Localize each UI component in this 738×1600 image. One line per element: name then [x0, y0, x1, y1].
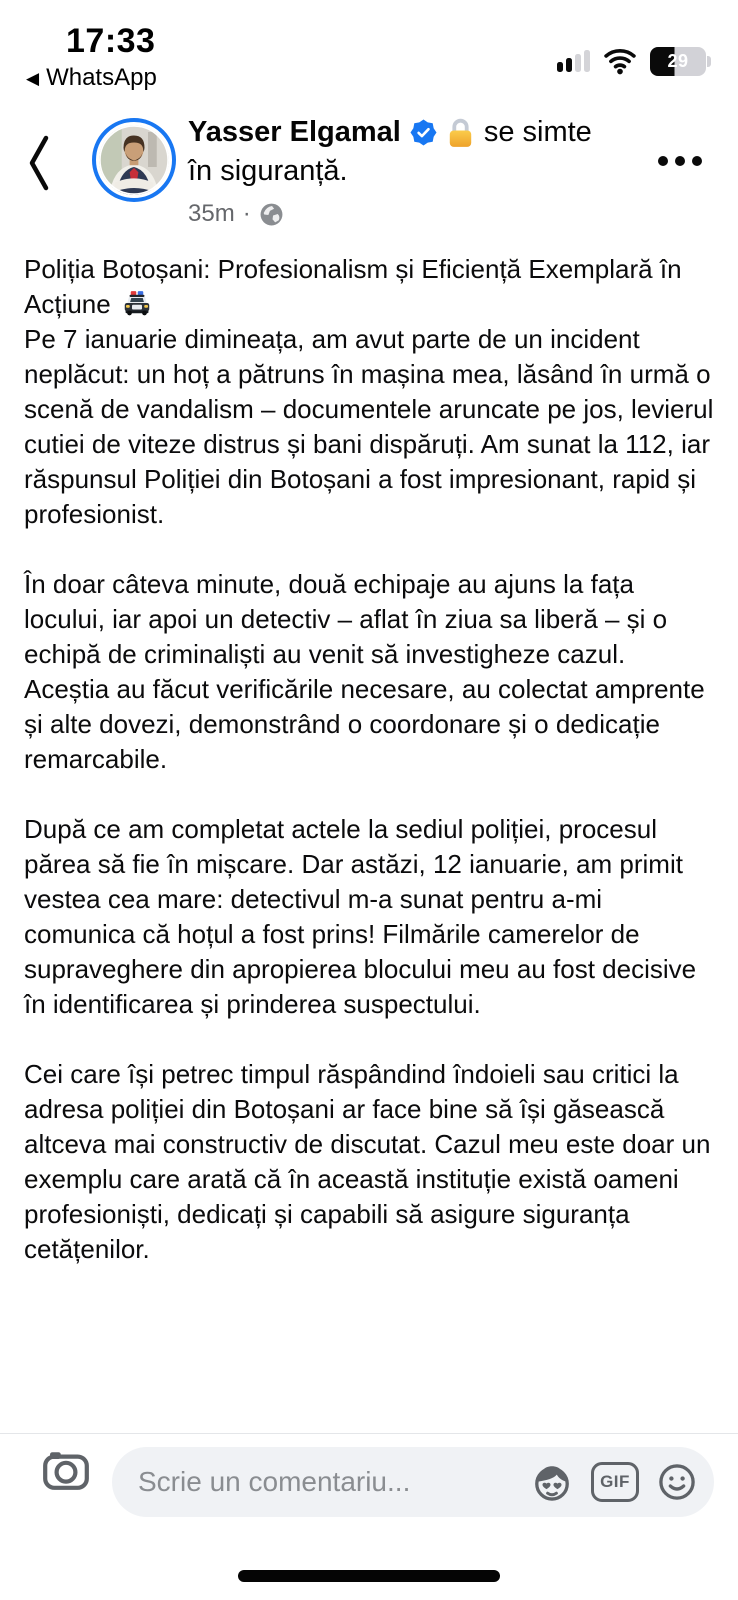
comment-composer-bar [0, 1433, 738, 1528]
lock-icon [446, 117, 475, 148]
back-app-label: WhatsApp [46, 64, 157, 91]
avatar-sticker-button[interactable] [530, 1460, 574, 1504]
post-title: Poliția Botoșani: Profesionalism și Eficiență Exemplară în Acțiune [24, 254, 682, 319]
feeling-text-line1: se simte [483, 116, 592, 148]
post-title-line [24, 252, 714, 322]
emoji-button[interactable] [656, 1461, 698, 1503]
post-paragraph: După ce am completat actele la sediul poliției, procesul părea să fie în mișcare. Dar astăzi, 12 ianuarie, am primit vestea cea mare: detectivul m-a sunat pentru a-mi comunica că hoțul a fost prins! Filmările camerelor de supraveghere din apropierea blocului meu au fost decisive în identificarea și prinderea suspectului. [24, 814, 697, 1019]
post-options-button[interactable] [652, 150, 708, 172]
cellular-signal-icon [557, 46, 590, 76]
battery-icon [650, 47, 706, 76]
verified-badge-icon [410, 119, 437, 146]
back-button[interactable] [26, 132, 52, 199]
post-body [24, 252, 714, 1267]
gif-label: GIF [600, 1472, 630, 1491]
feeling-text-line2: în siguranță. [188, 155, 348, 187]
meta-separator: · [242, 200, 251, 227]
camera-icon [42, 1449, 90, 1491]
comment-input-pill[interactable] [112, 1447, 714, 1517]
author-name[interactable]: Yasser Elgamal [188, 116, 401, 148]
police-car-icon [122, 290, 152, 316]
battery-percent: 29 [667, 50, 689, 71]
camera-button[interactable] [42, 1449, 90, 1496]
comment-input[interactable] [138, 1466, 530, 1498]
post-paragraph: Pe 7 ianuarie dimineața, am avut parte de un incident neplăcut: un hoț a pătruns în mașina mea, lăsând în urmă o scenă de vandalism – documentele aruncate pe jos, levierul cutiei de viteze distrus și bani dispăruți. Am sunat la 112, iar răspunsul Poliției din Botoșani a fost impresionant, rapid și profesionist. [24, 324, 714, 529]
post-paragraph: În doar câteva minute, două echipaje au ajuns la fața locului, iar apoi un detectiv – aflat în ziua sa liberă – și o echipă de criminaliști au venit să investigheze cazul. Aceștia au făcut verificările necesare, au colectat amprente și alte dovezi, demonstrând o coordonare și o dedicație remarcabile. [24, 569, 705, 774]
status-time: 17:33 [66, 22, 156, 60]
public-globe-icon [259, 202, 284, 227]
profile-photo-illustration [99, 125, 169, 195]
post-paragraph: Cei care își petrec timpul răspândind îndoieli sau critici la adresa poliției din Botoșani ar face bine să își găsească altceva mai constructiv de discutat. Cazul meu este doar un exemplu care arată că în această instituție există oameni profesioniști, dedicați și capabili să asigure siguranța cetățenilor. [24, 1059, 711, 1264]
smiley-icon [656, 1461, 698, 1503]
home-indicator[interactable] [238, 1570, 500, 1582]
avatar-hearts-icon [530, 1460, 574, 1504]
avatar[interactable] [92, 118, 176, 202]
back-triangle-icon: ◀ [26, 68, 40, 88]
back-to-app-link[interactable] [26, 64, 157, 92]
post-header-text [188, 116, 648, 228]
wifi-icon [603, 48, 637, 75]
gif-button[interactable] [591, 1462, 639, 1502]
post-timestamp: 35m [188, 200, 235, 227]
status-icons [557, 46, 706, 76]
